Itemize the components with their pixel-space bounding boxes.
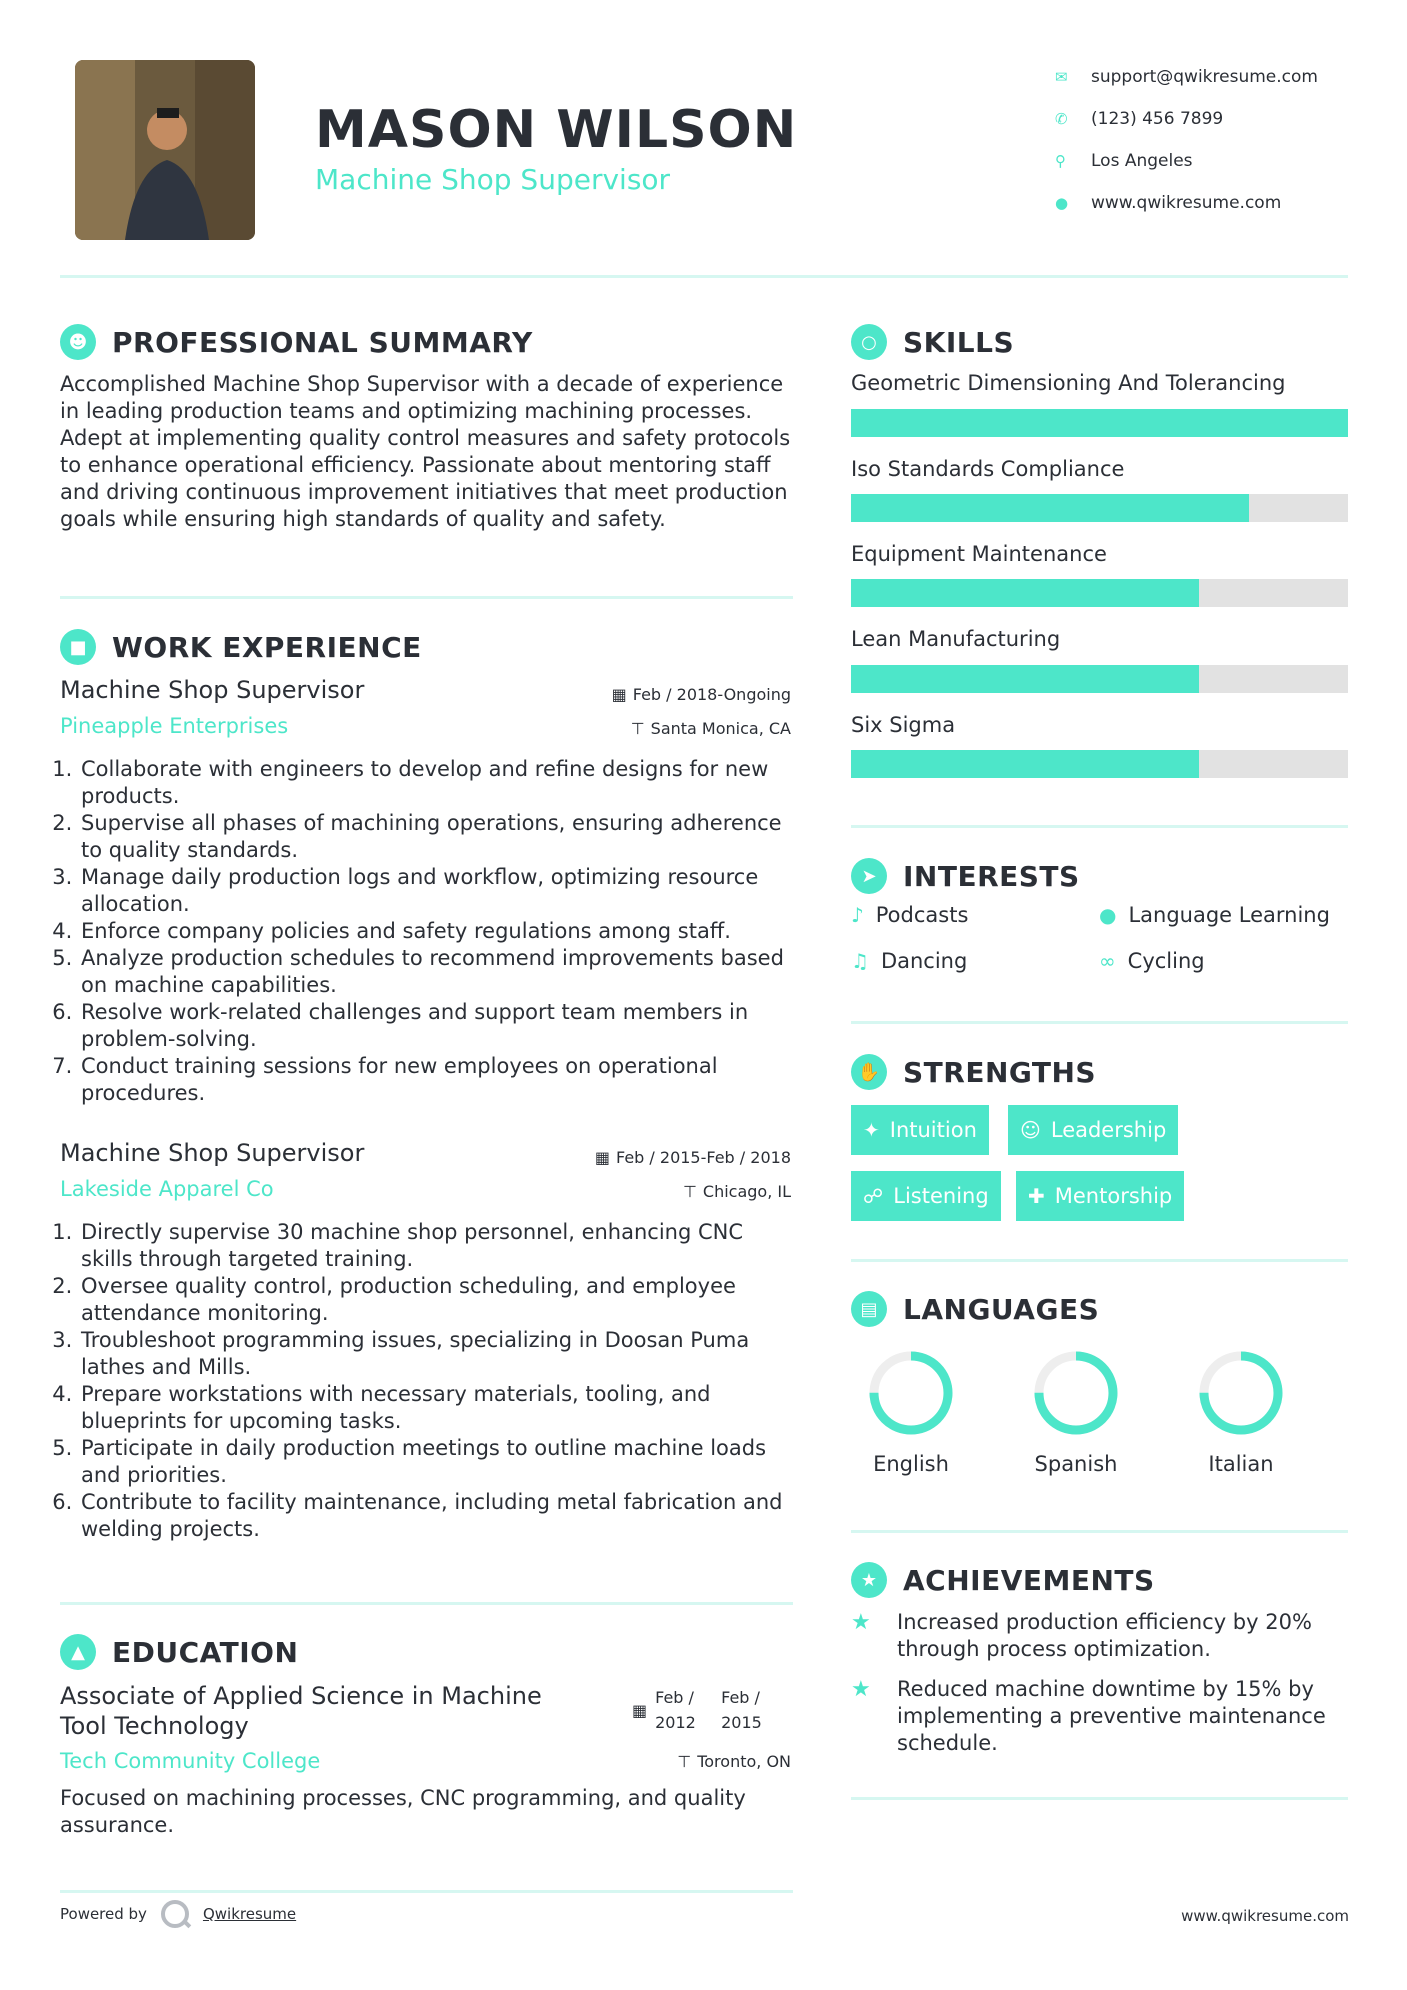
strength-intuition: ✦ Intuition [851,1105,989,1155]
languages-divider [851,1530,1348,1533]
interests-divider [851,1021,1348,1024]
contact-block [1055,56,1375,224]
work-heading: ■ WORK EXPERIENCE [60,629,422,665]
list-item: 5. Participate in daily production meetings to outline machine loads and priorities. [79,1435,797,1489]
language-english [836,1348,986,1476]
contact-phone[interactable]: ✆ (123) 456 7899 [1055,109,1224,129]
pin-icon: ⊤ [677,1752,692,1771]
list-item: 2. Oversee quality control, production scheduling, and employee attendance monitoring. [79,1273,797,1327]
language-spanish [1001,1348,1151,1476]
footer-website[interactable]: www.qwikresume.com [1181,1907,1349,1925]
achievement-item: ★ Increased production efficiency by 20% through process optimization. [851,1610,1312,1661]
list-item: 3. Troubleshoot programming issues, specializing in Doosan Puma lathes and Mills. [79,1327,797,1381]
globe-icon: ● [1099,903,1117,927]
list-item: 3. Manage daily production logs and workflow, optimizing resource allocation. [79,864,797,918]
strength-listening: ☍ Listening [851,1171,1001,1221]
contact-email[interactable]: ✉ support@qwikresume.com [1055,67,1318,87]
languages-heading: ▤ LANGUAGES [851,1291,1099,1327]
skill-bar-fill [851,665,1199,693]
interests-heading: ➤ INTERESTS [851,858,1080,894]
qwikresume-logo-icon [161,1900,189,1928]
email-icon: ✉ [1055,68,1068,86]
education-degree: Associate of Applied Science in Machine Tool Technology [60,1682,542,1740]
list-item: 4. Prepare workstations with necessary materials, tooling, and blueprints for upcoming tasks. [79,1381,797,1435]
job-2-location: ⊤ Chicago, IL [682,1182,791,1201]
hand-icon: ✋ [851,1054,887,1090]
star-icon: ★ [851,1677,871,1702]
work-divider [60,1602,793,1605]
strengths-divider [851,1259,1348,1262]
paper-plane-icon: ➤ [851,858,887,894]
language-italian [1166,1348,1316,1476]
job-1-location: ⊤ Santa Monica, CA [630,719,791,738]
pin-icon: ⊤ [682,1182,697,1201]
achievements-heading: ★ ACHIEVEMENTS [851,1562,1155,1598]
job-1-dates: ▦ Feb / 2018-Ongoing [611,685,791,704]
skill-label: Geometric Dimensioning And Tolerancing [851,371,1286,395]
list-item: 1. Collaborate with engineers to develop and refine designs for new products. [79,756,797,810]
skill-label: Lean Manufacturing [851,627,1061,651]
pin-icon: ⊤ [630,719,645,738]
skill-bar [851,750,1348,778]
skill-bar [851,494,1348,522]
education-dates: ▦ Feb / 2012 Feb / 2015 [632,1688,762,1732]
skill-bar [851,409,1348,437]
skill-bar-fill [851,579,1199,607]
interest-podcasts: ♪ Podcasts [851,903,969,927]
lightbulb-icon: ○ [851,324,887,360]
strengths-heading: ✋ STRENGTHS [851,1054,1096,1090]
contact-location: ⚲ Los Angeles [1055,151,1193,171]
list-item: 2. Supervise all phases of machining operations, ensuring adherence to quality standards. [79,810,797,864]
language-ring [1196,1348,1286,1438]
language-label: Italian [1208,1452,1274,1476]
job-1-title: Machine Shop Supervisor [60,676,365,704]
education-description: Focused on machining processes, CNC programming, and quality assurance. [60,1786,746,1837]
footer-brand-link[interactable]: Qwikresume [202,1905,297,1923]
calendar-icon: ▦ [632,1700,648,1720]
interest-cycling: ∞ Cycling [1099,949,1205,973]
list-item: 1. Directly supervise 30 machine shop personnel, enhancing CNC skills through targeted training. [79,1219,797,1273]
list-item: 5. Analyze production schedules to recommend improvements based on machine capabilities. [79,945,797,999]
job-2-company: Lakeside Apparel Co [60,1177,274,1201]
calendar-icon: ▦ [611,685,627,704]
map-pin-icon: ⚲ [1055,152,1066,170]
microphone-icon: ♪ [851,903,864,927]
calendar-icon: ▦ [594,1148,610,1167]
education-school: Tech Community College [60,1749,321,1773]
profile-photo [75,60,255,240]
candidate-name: MASON WILSON [315,100,798,160]
achievements-divider [851,1797,1348,1800]
users-icon: ☺ [1020,1118,1041,1142]
strength-leadership: ☺ Leadership [1008,1105,1178,1155]
achievement-item: ★ Reduced machine downtime by 15% by implementing a preventive maintenance schedule. [851,1677,1326,1755]
skill-label: Equipment Maintenance [851,542,1107,566]
skill-bar-fill [851,409,1348,437]
skill-bar-fill [851,750,1199,778]
interest-language-learning: ● Language Learning [1099,903,1330,927]
education-heading: ▲ EDUCATION [60,1634,298,1670]
skill-label: Six Sigma [851,713,956,737]
user-icon: ☻ [60,324,96,360]
language-icon: ▤ [851,1291,887,1327]
star-icon: ★ [851,1610,871,1635]
job-1-company: Pineapple Enterprises [60,714,289,738]
graduation-icon: ▲ [60,1634,96,1670]
globe-icon: ● [1055,194,1069,212]
strength-mentorship: ✚ Mentorship [1016,1171,1184,1221]
list-item: 6. Contribute to facility maintenance, including metal fabrication and welding projects. [79,1489,797,1543]
interest-dancing: ♫ Dancing [851,949,968,973]
list-item: 6. Resolve work-related challenges and support team members in problem-solving. [79,999,797,1053]
music-icon: ♫ [851,949,869,973]
footer-divider [60,1890,793,1893]
summary-divider [60,596,793,599]
skills-divider [851,825,1348,828]
job-2-dates: ▦ Feb / 2015-Feb / 2018 [594,1148,791,1167]
headphones-icon: ☍ [863,1184,884,1208]
job-2-title: Machine Shop Supervisor [60,1139,365,1167]
summary-heading: ☻ PROFESSIONAL SUMMARY [60,324,533,360]
language-label: English [873,1452,949,1476]
language-ring [866,1348,956,1438]
job-1-duties [57,756,797,1107]
candidate-title: Machine Shop Supervisor [315,163,671,196]
skill-bar [851,579,1348,607]
skill-bar-fill [851,494,1249,522]
bicycle-icon: ∞ [1099,949,1116,973]
star-icon: ★ [851,1562,887,1598]
header-divider [60,275,1348,278]
contact-website[interactable]: ● www.qwikresume.com [1055,193,1282,213]
list-item: 7. Conduct training sessions for new employees on operational procedures. [79,1053,797,1107]
list-item: 4. Enforce company policies and safety regulations among staff. [79,918,797,945]
skills-heading: ○ SKILLS [851,324,1014,360]
job-2-duties [57,1219,797,1543]
footer-powered-by: Powered by Qwikresume [60,1900,296,1928]
user-plus-icon: ✚ [1028,1184,1045,1208]
phone-icon: ✆ [1055,110,1068,128]
summary-text: Accomplished Machine Shop Supervisor with a decade of experience in leading production teams and optimizing machining processes. Adept at implementing quality control measures and safety protocols to enhance operational efficiency. Passionate about mentoring staff and driving continuous improvement initiatives that meet production goals while ensuring high standards of quality and safety. [60,372,791,531]
skill-bar [851,665,1348,693]
skill-label: Iso Standards Compliance [851,457,1125,481]
magic-wand-icon: ✦ [863,1118,880,1142]
chair-icon: ■ [60,629,96,665]
language-ring [1031,1348,1121,1438]
education-location: ⊤ Toronto, ON [677,1752,791,1771]
language-label: Spanish [1034,1452,1118,1476]
